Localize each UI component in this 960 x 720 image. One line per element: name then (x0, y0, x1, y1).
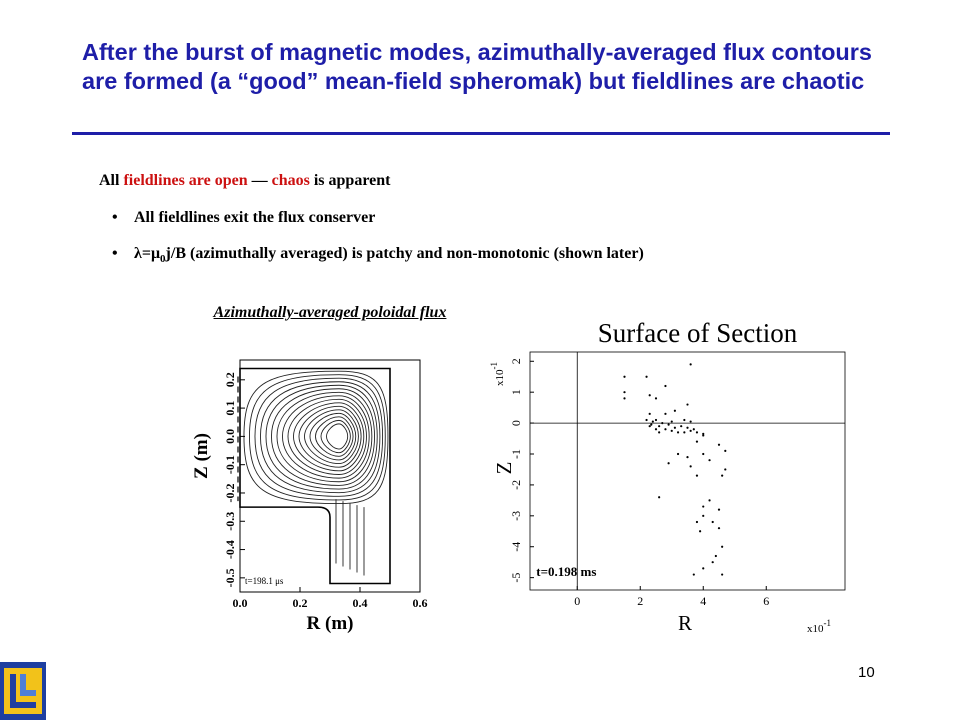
scatter-point (690, 430, 692, 432)
bullet-marker: • (112, 245, 118, 262)
scatter-point (686, 427, 688, 429)
slide-title: After the burst of magnetic modes, azimuthally-averaged flux contours are formed (a “good” mean-field spheromak) but fieldlines are chaotic (82, 39, 873, 94)
y-tick-label: -4 (509, 541, 523, 552)
y-axis-label: Z (492, 461, 516, 475)
scatter-point (712, 561, 714, 563)
flux-contour-line (321, 420, 350, 452)
bullet-lambda: λ=μ (134, 245, 161, 262)
y-tick-label: 0.1 (223, 400, 237, 416)
x-scale-exponent: -1 (823, 618, 831, 628)
flux-contour-line (249, 375, 385, 500)
scatter-point (696, 431, 698, 433)
intro-tail: is apparent (309, 172, 391, 189)
scatter-point (664, 385, 666, 387)
scatter-point (721, 573, 723, 575)
y-tick-label: -0.2 (223, 483, 237, 503)
intro-red-open: fieldlines are open (123, 172, 248, 189)
scatter-point (680, 425, 682, 427)
intro-dash: — (247, 172, 272, 189)
scatter-point (702, 515, 704, 517)
scatter-point (702, 567, 704, 569)
scatter-point (674, 410, 676, 412)
x-tick-label: 4 (700, 594, 707, 608)
y-scale-exponent: -1 (489, 362, 499, 370)
intro-red-chaos: chaos (271, 172, 310, 189)
scatter-point (702, 434, 704, 436)
x-tick-label: 0.6 (412, 596, 428, 610)
scatter-point (652, 420, 654, 422)
time-annotation: t=198.1 μs (245, 576, 284, 586)
scatter-point (702, 505, 704, 507)
flux-contour-line (277, 392, 372, 481)
scatter-point (690, 465, 692, 467)
scatter-point (683, 419, 685, 421)
bullet-subscript: 0 (160, 253, 166, 266)
y-tick-label: -5 (509, 572, 523, 583)
bullet-text: j/B (azimuthally averaged) is patchy and non-monotonic (shown later) (165, 245, 644, 262)
y-tick-label: -3 (509, 510, 523, 521)
scatter-point (702, 453, 704, 455)
scatter-point (658, 496, 660, 498)
x-tick-label: 6 (763, 594, 770, 608)
intro-lead: All (99, 172, 124, 189)
x-scale-base: x10 (807, 623, 824, 635)
scatter-point (664, 413, 666, 415)
scatter-point (718, 527, 720, 529)
scatter-point (671, 420, 673, 422)
institution-logo (0, 662, 46, 720)
bullet-marker: • (112, 209, 118, 226)
scatter-point (686, 456, 688, 458)
scatter-point (718, 444, 720, 446)
scatter-point (655, 428, 657, 430)
title-underline (72, 132, 890, 135)
scatter-point (683, 431, 685, 433)
scatter-point (696, 475, 698, 477)
scatter-point (655, 419, 657, 421)
scatter-point (649, 394, 651, 396)
scatter-point (664, 428, 666, 430)
scatter-point (708, 459, 710, 461)
x-axis-label: R (677, 611, 693, 635)
x-tick-label: 0.4 (352, 596, 368, 610)
y-tick-label: -0.1 (223, 455, 237, 475)
x-tick-label: 0.0 (232, 596, 248, 610)
y-tick-label: 0 (509, 420, 523, 427)
y-tick-label: -0.4 (223, 540, 237, 560)
y-tick-label: -0.5 (223, 568, 237, 588)
flux-contour-line (271, 389, 374, 486)
scatter-point (690, 420, 692, 422)
x-axis-label: R (m) (306, 613, 354, 634)
scatter-point (668, 424, 670, 426)
bullet-item (112, 209, 375, 227)
scatter-point (693, 573, 695, 575)
y-tick-label: 0.2 (223, 372, 237, 388)
scatter-point (696, 441, 698, 443)
scatter-point (655, 397, 657, 399)
scatter-point (658, 425, 660, 427)
y-scale-factor (489, 362, 506, 386)
scatter-point (690, 363, 692, 365)
scatter-point (721, 475, 723, 477)
scatter-point (668, 462, 670, 464)
y-tick-label: 0.0 (223, 428, 237, 444)
scatter-point (649, 425, 651, 427)
y-scale-base: x10 (494, 369, 506, 386)
scatter-point (645, 419, 647, 421)
scatter-point (649, 413, 651, 415)
chart-title: Surface of Section (597, 318, 798, 348)
scatter-point (623, 376, 625, 378)
scatter-point (721, 546, 723, 548)
x-tick-label: 0 (574, 594, 581, 608)
scatter-point (658, 431, 660, 433)
y-axis-label: Z (m) (191, 433, 212, 479)
scatter-point (696, 521, 698, 523)
flux-contour-line (326, 424, 347, 449)
scatter-point (708, 499, 710, 501)
scatter-point (674, 427, 676, 429)
bullet-item (112, 245, 644, 265)
scatter-point (693, 428, 695, 430)
surface-of-section-figure (485, 310, 865, 640)
scatter-point (650, 424, 652, 426)
scatter-point (677, 453, 679, 455)
scatter-point (623, 397, 625, 399)
bullet-text: All fieldlines exit the flux conserver (134, 209, 376, 226)
page-number: 10 (858, 664, 875, 681)
scatter-point (724, 468, 726, 470)
y-tick-label: 1 (509, 389, 523, 396)
scatter-point (677, 431, 679, 433)
x-tick-label: 0.2 (292, 596, 308, 610)
scatter-point (686, 403, 688, 405)
scatter-point (661, 422, 663, 424)
flux-figure-caption: Azimuthally-averaged poloidal flux (213, 304, 447, 321)
scatter-point (724, 450, 726, 452)
flux-contour-line (310, 413, 356, 460)
scatter-point (712, 521, 714, 523)
scatter-point (645, 376, 647, 378)
y-tick-label: -1 (509, 449, 523, 459)
scatter-point (718, 509, 720, 511)
y-tick-label: -0.3 (223, 511, 237, 531)
scatter-point (699, 530, 701, 532)
flux-contour-figure (185, 350, 445, 640)
scatter-point (671, 430, 673, 432)
x-tick-label: 2 (637, 594, 644, 608)
scatter-point (715, 555, 717, 557)
intro-line (99, 172, 390, 190)
time-annotation: t=0.198 ms (536, 564, 597, 580)
y-tick-label: -2 (509, 479, 523, 490)
x-scale-factor (807, 618, 831, 635)
scatter-point (623, 391, 625, 393)
y-tick-label: 2 (509, 358, 523, 365)
